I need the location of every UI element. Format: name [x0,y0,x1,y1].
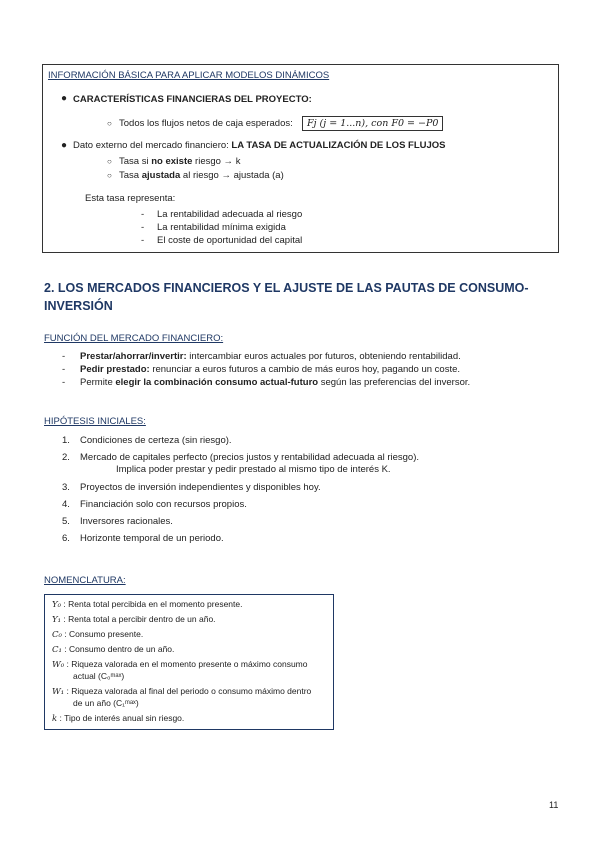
nomen-line: Y₁ : Renta total a percibir dentro de un año. [52,614,216,625]
info-box-title: INFORMACIÓN BÁSICA PARA APLICAR MODELOS DINÁMICOS [48,70,330,81]
info-box [42,64,559,253]
hipotesis-item: Inversores racionales. [80,516,173,527]
nomen-line: k : Tipo de interés anual sin riesgo. [52,713,185,724]
dash: - [62,351,66,362]
tasa-item: La rentabilidad adecuada al riesgo [157,209,303,220]
nomenclatura-box [44,594,334,730]
hipotesis-item: Horizonte temporal de un periodo. [80,533,224,544]
funcion-item-pedir: Pedir prestado: renunciar a euros futuros a cambio de más euros hoy, pagando un coste. [80,364,461,375]
nomen-line: Y₀ : Renta total percibida en el momento presente. [52,599,243,610]
hipotesis-item-cont: Implica poder prestar y pedir prestado al mismo tipo de interés K. [116,464,391,475]
tasa-ajustada: Tasa ajustada al riesgo → ajustada (a) [119,170,284,181]
funcion-item-prestar: Prestar/ahorrar/invertir: intercambiar euros actuales por futuros, obteniendo rentabilidad. [80,351,461,362]
hipotesis-item: Proyectos de inversión independientes y disponibles hoy. [80,482,321,493]
hipotesis-item: Financiación solo con recursos propios. [80,499,247,510]
list-number: 1. [62,435,70,446]
bullet-caracteristicas: CARACTERÍSTICAS FINANCIERAS DEL PROYECTO: [73,94,312,105]
list-number: 2. [62,452,70,463]
list-number: 6. [62,533,70,544]
dash: - [62,364,66,375]
list-number: 4. [62,499,70,510]
nomen-line: W₁ : Riqueza valorada al final del periodo o consumo máximo dentro [52,686,312,697]
nomen-line: C₀ : Consumo presente. [52,629,144,640]
hipotesis-item: Mercado de capitales perfecto (precios justos y rentabilidad adecuada al riesgo). [80,452,420,463]
hipotesis-item: Condiciones de certeza (sin riesgo). [80,435,232,446]
dash: - [141,209,145,220]
dash: - [62,377,66,388]
circle-bullet: ○ [107,171,112,180]
page-number: 11 [549,800,559,810]
circle-bullet: ○ [107,119,112,128]
bullet-dot: ● [61,93,68,104]
nomen-line: de un año (C₁ᵐᵃˣ) [73,698,139,708]
tasa-item: La rentabilidad mínima exigida [157,222,286,233]
circle-bullet: ○ [107,157,112,166]
hipotesis-title: HIPÓTESIS INICIALES: [44,416,146,427]
dash: - [141,235,145,246]
section-heading: 2. LOS MERCADOS FINANCIEROS Y EL AJUSTE DE LAS PAUTAS DE CONSUMO-INVERSIÓN [44,281,529,313]
nomen-line: actual (C₀ᵐᵃˣ) [73,671,125,681]
tasa-intro: Esta tasa representa: [85,193,176,204]
bullet-dato-externo: Dato externo del mercado financiero: LA TASA DE ACTUALIZACIÓN DE LOS FLUJOS [73,140,446,151]
list-number: 5. [62,516,70,527]
nomen-line: C₁ : Consumo dentro de un año. [52,644,175,655]
tasa-item: El coste de oportunidad del capital [157,235,303,246]
list-number: 3. [62,482,70,493]
tasa-sin-riesgo: Tasa si no existe riesgo → k [119,156,241,167]
flujos-text: Todos los flujos netos de caja esperados: [119,118,293,129]
funcion-title: FUNCIÓN DEL MERCADO FINANCIERO: [44,333,224,344]
nomen-line: W₀ : Riqueza valorada en el momento presente o máximo consumo [52,659,308,670]
nomenclatura-title: NOMENCLATURA: [44,575,126,586]
bullet-dot: ● [61,140,68,151]
funcion-item-permite: Permite elegir la combinación consumo actual-futuro según las preferencias del inversor. [80,377,471,388]
flujos-formula: Fj (j = 1...n), con F0 = −P0 [302,116,443,131]
dash: - [141,222,145,233]
